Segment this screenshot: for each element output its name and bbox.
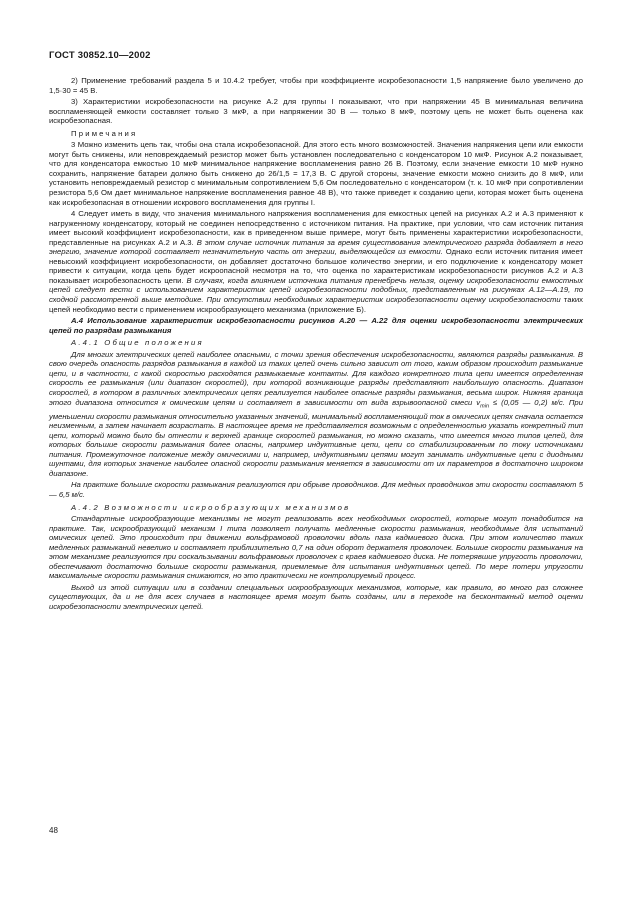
gp-subscript: min	[480, 403, 490, 410]
note-4-part-c: Однако если источник питания имеет невысокий коэффициент искробезопасности, он добавляет достаточно большое количество энергии,	[49, 247, 583, 266]
note-4-part-b: В этом случае источник питания за время существования электрического разряда добавляет в него энергию, значение которой составляет незначительную часть от энергии, выделяющейся из емкости.	[49, 237, 584, 257]
note-4-part-e: В случаях, когда влиянием источника питания пренебречь нельзя, оценку искробезопасности емкостных цепей следует вести с использованием характеристик цепей искробезопасности подобных, представленным на рисунках А.12—А.19, по сходной рассмотренной выше методике. При отсутствии необходимых характеристик искробезопасности оценку искробезопасности	[49, 275, 584, 305]
note-4	[49, 209, 583, 314]
page-body	[49, 76, 583, 614]
notes-heading: Примечания	[71, 128, 138, 138]
paragraph-2-requirements: 2) Применение требований раздела 5 и 10.4.2 требует, чтобы при коэффициенте искробезопасности 1,5 напряжение было увеличено до 1,5·30 = 45 В.	[49, 76, 583, 95]
note-3: 3 Можно изменить цепь так, чтобы она стала искробезопасной. Для этого есть много возможностей. Значения напряжения цепи или емкости могут быть снижены, или неповреждаемый резистор может быть установлен последовательно с конденсатором 10 мкФ. Рисунок А.2 показывает, что для конденсатора емкостью 10 мкФ минимальное напряжение воспламенения равно 26 В. Поэтому, если значение емкости 10 мкФ нужно сохранить, напряжение батареи должно быть снижено до 26/1,5 = 17,3 В. С другой стороны, значение емкости можно снизить до 8 мкФ, или установить неповреждаемый резистор с минимальным сопротивлением 5,6 Ом последовательно с конденсатором (т. к. 10 мкФ при сопротивлении резистора 5,6 Ом дает минимальное напряжение воспламенения равное 48 В), что также приведет к созданию цепи, которая может быть оценена как искробезопасная в отношении искрового воспламенения для группы I.	[49, 140, 583, 207]
section-a4-heading: А.4 Использование характеристик искробезопасности рисунков А.20 — А.22 для оценки искробезопасности электрических цепей по разрядам размыкания	[49, 316, 583, 335]
practice-paragraph: На практике большие скорости размыкания реализуются при обрыве проводников. Для медных проводников эти скорости составляют 5 — 6,5 м/с.	[49, 480, 583, 499]
page-number: 48	[49, 826, 58, 835]
conclusion-paragraph: Выход из этой ситуации или в создании специальных искрообразующих механизмов, которые, как правило, во много раз сложнее существующих, да и не для всех случаев в настоящее время могут быть созданы, или в переходе на бесконтакный метод оценки искробезопасности электрических цепей.	[49, 582, 583, 611]
section-a42-heading: А.4.2 Возможности искрообразующих механизмов	[71, 502, 351, 512]
note-4-part-a: 4 Следует иметь в виду, что значения минимального напряжения воспламенения для емкостных цепей на рисунках А.2 и А.3 применяют к нагруженному конденсатору, который не соединен непосредственно с источником питания. На практике, при условии, что сам источник питания имеет высокий коэффициент искробезопасности, как в приведенном выше примере, могут быть применены характеристики искробезопасности, представленные на рисунках А.2 и А.3.	[49, 209, 583, 247]
note-4-part-f: таких цепей необходимо вести с применением искрообразующего механизма (приложение Б).	[49, 295, 583, 314]
note-4-part-d: и его подключение к конденсатору может привести к ситуации, когда цепь будет искроопасной несмотря на то, что оценка по характеристикам искробезопасности рисунков А.2 и А.3 показывает искробезопасность цепи.	[49, 256, 584, 285]
gp-part-a: Для многих электрических цепей наиболее опасными, с точки зрения обеспечения искробезопасности, являются разряды размыкания. В свою очередь опасность разрядов размыкания в каждой из таких цепей очень сильно зависит от того, каким образом происходит размыкание цепи, и в частности, с какой скоростью расходятся размыкаемые контакты. Для каждого конкретного типа цепи имеется определенная скорость ее размыкания (или диапазон скоростей), при которой возникающие разряды представляют наибольшую опасность. Диапазон скоростей, в котором в различных электрических цепях реализуется наиболее опасные разряды размыкания, весьма широк. Нижняя граница этого диапазона относится к омическим цепям и составляет в зависимости от вида взрывоопасной смеси v	[49, 349, 583, 407]
paragraph-3-characteristics: 3) Характеристики искробезопасности на рисунке А.2 для группы I показывают, что при напряжении 45 В минимальная величина воспламеняющей емкости составляет только 3 мкФ, а при напряжении 30 В — только 8 мкФ, поэтому цепь не может быть оценена как искробезопасная.	[49, 97, 583, 126]
mechanisms-paragraph: Стандартные искрообразующие механизмы не могут реализовать всех необходимых скоростей, которые могут понадобится на практике. Так, искрообразующий механизм I типа позволяет получать медленные скорости размыкания, необходимые для испытаний омических цепей. Это происходит при движении вольфрамовой проволочки вдоль паза кадмиевого диска. При этом количество таких медленных размыканий невелико и составляет приблизительно 0,7 на один оборот держателя проволочек. Большие скорости размыкания на этом механизме реализуются при соскальзывании вольфрамовых проволочек с краев кадмиевого диска. Не потерявшие упругость проволочки, обеспечивают достаточно большие скорости размыкания, приемлемые для испытания индуктивных цепей. По мере потери упругости максимальные скорости размыкания снижаются, но это практически не контролируемый процесс.	[49, 514, 583, 581]
standard-title: ГОСТ 30852.10—2002	[49, 50, 151, 61]
general-provisions-paragraph	[49, 350, 583, 479]
section-a41-heading: А.4.1 Общие положения	[71, 338, 204, 348]
gp-part-b: ≤ (0,05 — 0,2) м/с. При уменьшении скорости размыкания относительно указанных значений, минимальный воспламеняющий ток в омических цепях сначала остается неизменным, а затем начинает возрастать. В настоящее время не представляется возможным с определенностью указать конкретный тип цепи, который можно было бы отнести к верхней границе скоростей размыкания, но можно сказать, что имеется много типов цепей, для которых большие скорости размыкания более опасны, например индуктивные цепи, цепи со стабилизированным по току источниками питания. Промежуточное положение между омическими и, например, индуктивными цепями могут занимать индуктивные цепи с диодными шунтами, для которых значение наиболее опасной скорости размыкания меняется в зависимости от их параметров в достаточно широком диапазоне.	[49, 397, 583, 478]
